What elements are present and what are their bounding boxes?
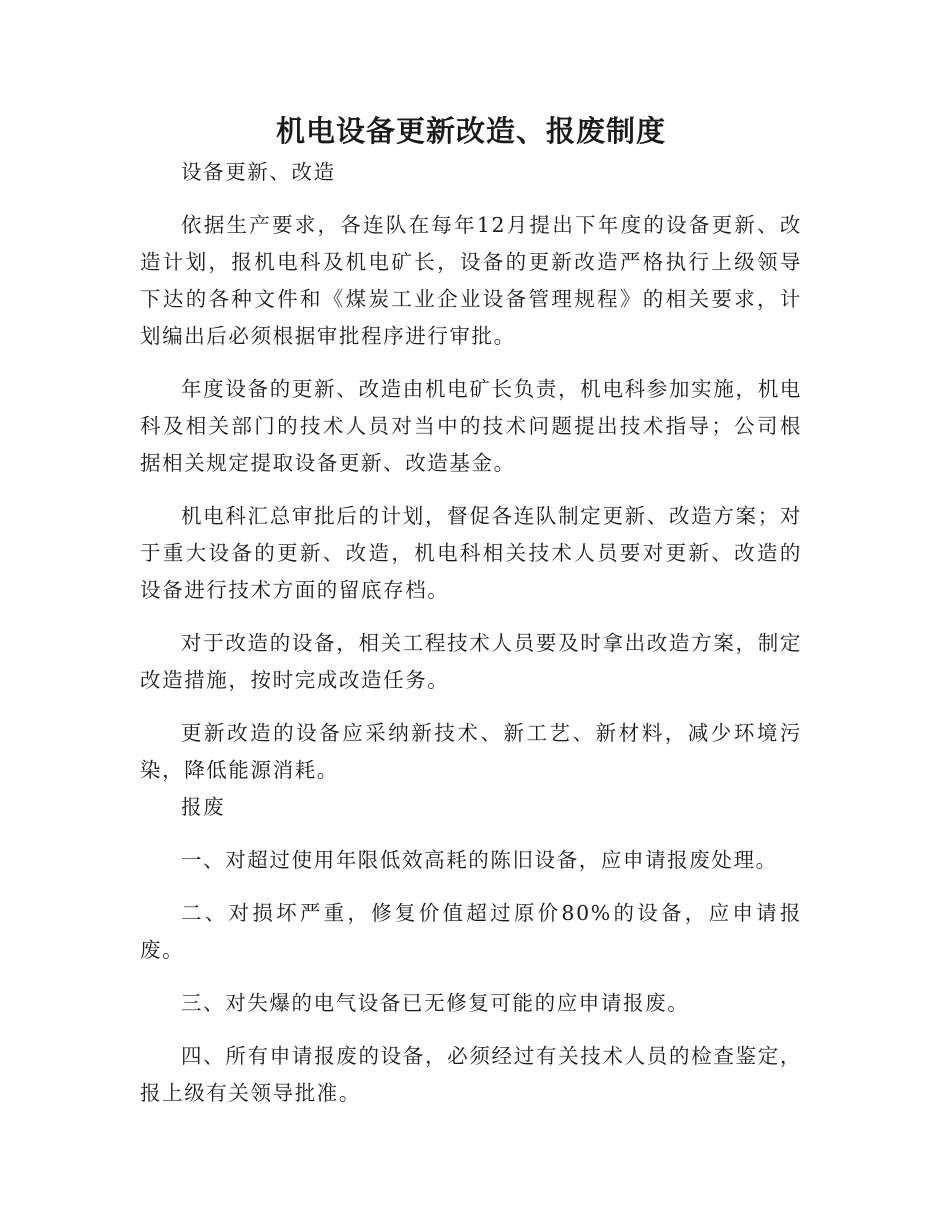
paragraph-scrap-item-4: 四、所有申请报废的设备，必须经过有关技术人员的检查鉴定，报上级有关领导批准。	[140, 1044, 802, 1105]
paragraph-renewal-responsibility: 年度设备的更新、改造由机电矿长负责，机电科参加实施，机电科及相关部门的技术人员对当中的技术问题提出技术指导；公司根据相关规定提取设备更新、改造基金。	[140, 377, 802, 475]
section-heading-scrap: 报废	[181, 795, 226, 819]
paragraph-renewal-plan: 依据生产要求，各连队在每年12月提出下年度的设备更新、改造计划，报机电科及机电矿长，设备的更新改造严格执行上级领导下达的各种文件和《煤炭工业企业设备管理规程》的相关要求，计划编出后必须根据审批程序进行审批。	[140, 213, 802, 348]
paragraph-renewal-scheme: 机电科汇总审批后的计划，督促各连队制定更新、改造方案；对于重大设备的更新、改造，机电科相关技术人员要对更新、改造的设备进行技术方面的留底存档。	[140, 504, 802, 602]
document-page	[140, 108, 802, 1112]
section-heading-renewal: 设备更新、改造	[181, 160, 336, 184]
paragraph-scrap-item-3: 三、对失爆的电气设备已无修复可能的应申请报废。	[181, 991, 690, 1015]
paragraph-scrap-item-2: 二、对损坏严重，修复价值超过原价80%的设备，应申请报废。	[140, 901, 802, 962]
document-title: 机电设备更新改造、报废制度	[275, 114, 666, 148]
paragraph-renewal-measures: 对于改造的设备，相关工程技术人员要及时拿出改造方案，制定改造措施，按时完成改造任务。	[140, 631, 802, 692]
paragraph-renewal-technology: 更新改造的设备应采纳新技术、新工艺、新材料，减少环境污染，降低能源消耗。	[140, 721, 802, 782]
paragraph-scrap-item-1: 一、对超过使用年限低效高耗的陈旧设备，应申请报废处理。	[181, 848, 778, 872]
